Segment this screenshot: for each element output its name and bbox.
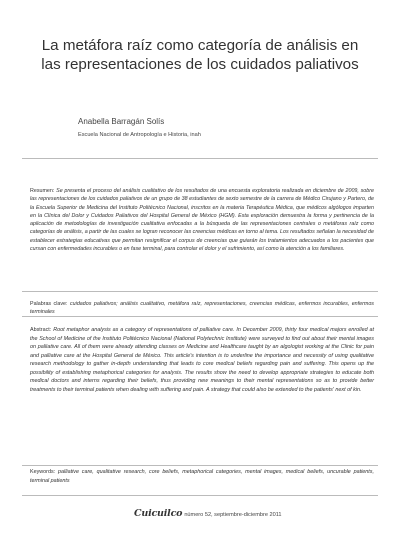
section-divider <box>22 316 378 317</box>
abstract-paragraph <box>30 326 374 394</box>
keywords-text: palliative care, qualitative research, core beliefs, metaphorical categories, mental images, medical beliefs, uncurable patients, terminal patients <box>30 469 374 484</box>
page-footer <box>134 508 282 519</box>
issue-info: número 52, septiembre-diciembre 2011 <box>184 512 282 518</box>
palabras-clave-text: cuidados paliativos; análisis cualitativo, metáfora raíz, representaciones, creencias médicas, enfermos incurables, enfermos terminales <box>30 301 374 316</box>
author-affiliation: Escuela Nacional de Antropología e Historia, inah <box>78 132 201 138</box>
resumen-paragraph <box>30 187 374 253</box>
section-divider <box>22 495 378 496</box>
abstract-text: Root metaphor analysis as a category of representations of palliative care. In December 2009, thirty four medical majors enrolled at the School of Medicine of the Instituto Politécnico Nacional (National Polytechnic Institute) were surveyed to find out about their mental images on palliative care. All of them were already attending classes on Medicine and Healthcare taught by an algologist working at the Clinic for pain and palliative care at the Hospital General de México. This article's intention is to underline the importance and necessity of using qualitative research methodology to gather in-depth understanding that leads to core medical beliefs regarding pain and suffering. This opens up the possibility of establishing metaphorical categories for analysis. The results show the need to develop appropriate strategies to educate both medical doctors and interns regarding their beliefs, thus providing new meanings to their mental representations so as to provide better treatments to their terminal patients when dealing with suffering and pain. A strategy that could also be extended to the patients' next of kin. <box>30 327 374 393</box>
palabras-clave-label: Palabras clave: <box>30 301 68 307</box>
author-name: Anabella Barragán Solís <box>78 117 165 126</box>
palabras-clave-paragraph <box>30 300 374 317</box>
resumen-text: Se presenta el proceso del análisis cualitativo de los resultados de una encuesta exploratoria realizada en diciembre de 2009, sobre las representaciones de los cuidados paliativos de un grupo de 38 estudiantes de sexto semestre de la carrera de Médico Cirujano y Partero, de la Escuela Superior de Medicina del Instituto Politécnico Nacional, inscritos en la materia Terapéutica Médica, que médicos algólogos imparten en la Clínica del Dolor y Cuidados Paliativos del Hospital General de México (HGM). Esta exploración demuestra la forma y pertinencia de la aplicación de metodologías de investigación cualitativa enfocadas a la búsqueda de las representaciones centrales o metáforas raíz como categorías de análisis, a partir de las cuales se logran reconocer las creencias médicas en torno al tema. Los resultados señalan la necesidad de establecer estrategias educativas que permitan resignificar el corpus de creencias que guiarán los tratamientos adecuados a los pacientes que cursan con enfermedades incurables o en fase terminal, para controlar el dolor y el sufrimiento, así como la atención a los familiares. <box>30 188 374 253</box>
resumen-label: Resumen: <box>30 188 55 194</box>
section-divider <box>22 158 378 159</box>
keywords-label: Keywords: <box>30 469 56 475</box>
abstract-label: Abstract: <box>30 327 52 333</box>
journal-logo: Cuicuilco <box>134 508 183 519</box>
section-divider <box>22 465 378 466</box>
article-title: La metáfora raíz como categoría de análisis en las representaciones de los cuidados paliativos <box>41 37 359 73</box>
keywords-paragraph <box>30 468 374 485</box>
section-divider <box>22 291 378 292</box>
